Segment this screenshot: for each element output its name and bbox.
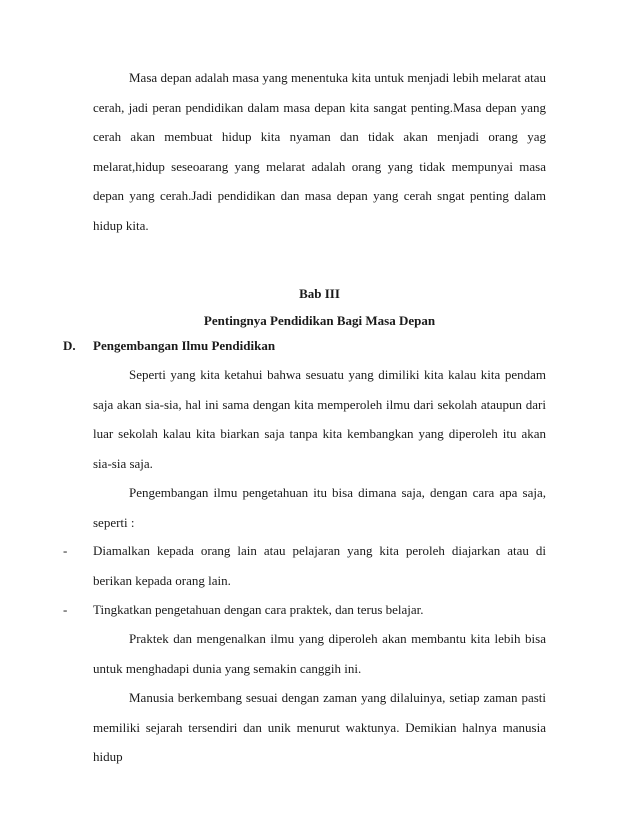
chapter-title: Pentingnya Pendidikan Bagi Masa Depan [203, 313, 436, 328]
section-marker: D. [63, 338, 76, 353]
bullet-dash: - [63, 602, 68, 617]
paragraph-praktek: Praktek dan mengenalkan ilmu yang diperoleh akan membantu kita lebih bisa untuk menghadapi dunia yang semakin canggih ini. [93, 631, 546, 676]
bullet-dash: - [63, 543, 68, 558]
paragraph-pengembangan: Pengembangan ilmu pengetahuan itu bisa dimana saja, dengan cara apa saja, seperti : [93, 485, 546, 530]
section-heading [63, 338, 543, 354]
paragraph-masa-depan: Masa depan adalah masa yang menentuka kita untuk menjadi lebih melarat atau cerah, jadi peran pendidikan dalam masa depan kita sangat penting.Masa depan yang cerah akan membuat hidup kita nyaman dan tidak akan menjadi orang yag melarat,hidup seseoarang yang melarat adalah orang yang tidak mempunyai masa depan yang cerah.Jadi pendidikan dan masa depan yang cerah sngat penting dalam hidup kita. [93, 70, 546, 233]
section-title: Pengembangan Ilmu Pendidikan [93, 338, 276, 353]
bullet-text: Tingkatkan pengetahuan dengan cara praktek, dan terus belajar. [93, 602, 424, 617]
paragraph-seperti: Seperti yang kita ketahui bahwa sesuatu yang dimiliki kita kalau kita pendam saja akan sia-sia, hal ini sama dengan kita memperoleh ilmu dari sekolah ataupun dari luar sekolah kalau kita biarkan saja tanpa kita kembangkan yang diperoleh itu akan sia-sia saja. [93, 367, 546, 471]
chapter-number: Bab III [299, 286, 340, 301]
bullet-item [63, 536, 546, 595]
paragraph-manusia: Manusia berkembang sesuai dengan zaman yang dilaluinya, setiap zaman pasti memiliki sejarah tersendiri dan unik menurut waktunya. Demikian halnya manusia hidup [93, 690, 546, 765]
bullet-item [63, 595, 546, 625]
bullet-text: Diamalkan kepada orang lain atau pelajaran yang kita peroleh diajarkan atau di berikan kepada orang lain. [93, 543, 546, 588]
